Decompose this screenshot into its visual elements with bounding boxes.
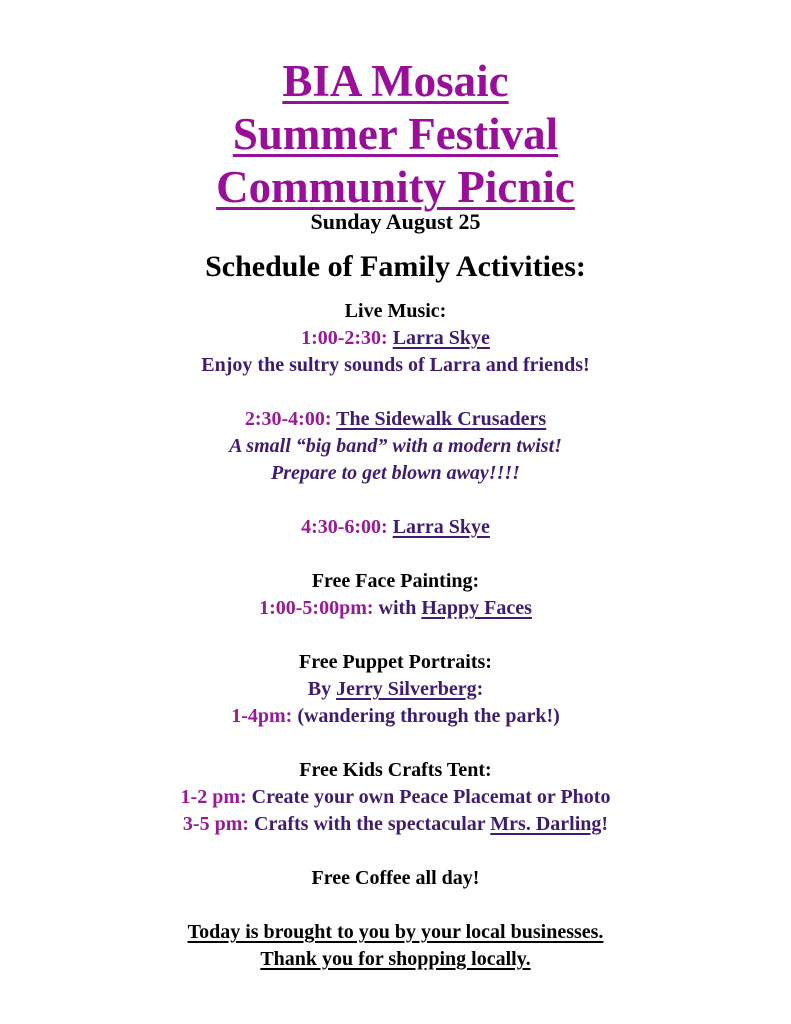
flyer-title: [0, 55, 791, 214]
crafts-slot-2: [0, 811, 791, 838]
slot-description: Prepare to get blown away!!!!: [271, 462, 520, 484]
schedule-heading: Schedule of Family Activities:: [205, 250, 586, 283]
with-text: with: [378, 597, 417, 619]
title-line-3: Community Picnic: [216, 162, 575, 212]
footer-line-1: Today is brought to you by your local businesses.: [187, 921, 604, 943]
title-line-2: Summer Festival: [232, 109, 559, 159]
crafts-activity: Create your own Peace Placemat or Photo: [251, 786, 611, 808]
slot-time: 1:00-5:00pm:: [259, 597, 374, 619]
artist-suffix: :: [476, 678, 484, 700]
section-heading: Free Face Painting:: [311, 570, 480, 592]
host-suffix: !: [601, 813, 609, 835]
section-heading: Free Kids Crafts Tent:: [299, 759, 492, 781]
puppet-note: (wandering through the park!): [297, 705, 560, 727]
slot-time: 1-4pm:: [231, 705, 293, 727]
host-name: Mrs. Darling: [490, 813, 602, 835]
title-line-1: BIA Mosaic: [282, 56, 509, 106]
slot-description: A small “big band” with a modern twist!: [229, 435, 562, 457]
slot-time: 4:30-6:00:: [301, 516, 388, 538]
crafts-slot-1: [0, 784, 791, 811]
live-music-section: [0, 298, 791, 541]
by-text: By: [307, 678, 332, 700]
footer: [0, 919, 791, 973]
section-heading: Live Music:: [344, 300, 447, 322]
event-date: Sunday August 25: [310, 209, 481, 234]
music-slot-1: [0, 325, 791, 352]
face-painting-detail: [0, 595, 791, 622]
performer-name: Larra Skye: [392, 327, 490, 349]
crafts-activity: Crafts with the spectacular: [254, 813, 486, 835]
slot-time: 1:00-2:30:: [301, 327, 388, 349]
slot-description: Enjoy the sultry sounds of Larra and friends!: [201, 354, 590, 376]
slot-time: 2:30-4:00:: [244, 408, 332, 430]
music-slot-2: [0, 406, 791, 433]
puppet-portraits-section: [0, 649, 791, 730]
face-painting-section: [0, 568, 791, 622]
slot-time: 3-5 pm:: [182, 813, 250, 835]
kids-crafts-section: [0, 757, 791, 838]
artist-line: [0, 676, 791, 703]
artist-name: Jerry Silverberg: [336, 678, 477, 700]
puppet-time-line: [0, 703, 791, 730]
performer-name: Larra Skye: [392, 516, 490, 538]
section-heading: Free Puppet Portraits:: [299, 651, 492, 673]
performer-name: The Sidewalk Crusaders: [336, 408, 547, 430]
provider-name: Happy Faces: [421, 597, 532, 619]
music-slot-3: [0, 514, 791, 541]
footer-line-2: Thank you for shopping locally.: [260, 948, 531, 970]
slot-time: 1-2 pm:: [180, 786, 247, 808]
free-coffee: Free Coffee all day!: [311, 867, 480, 889]
